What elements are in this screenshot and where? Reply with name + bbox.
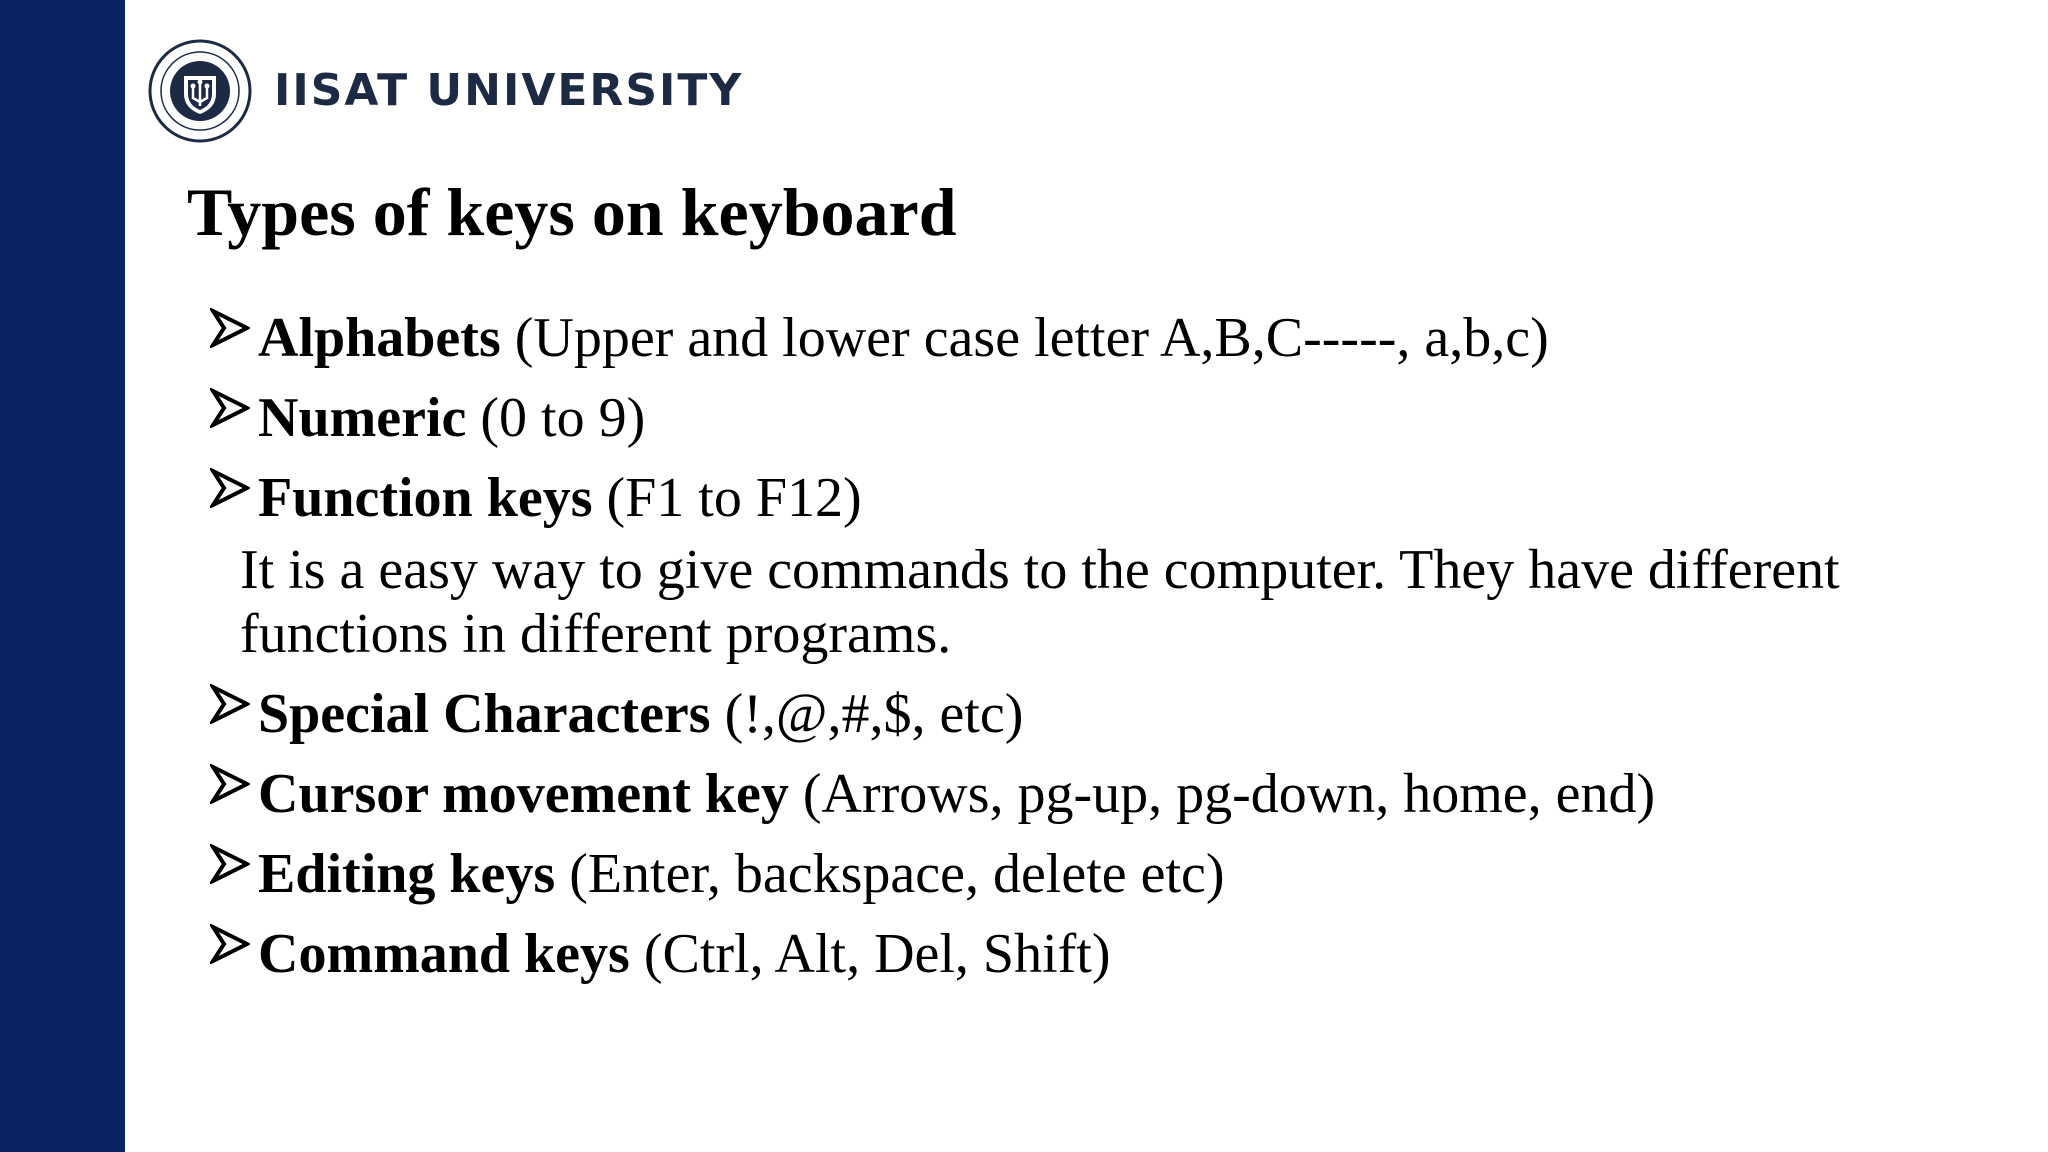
bullet-item-cursor-movement bbox=[210, 754, 2010, 834]
bullet-term: Function keys bbox=[258, 467, 593, 529]
bullet-term: Cursor movement key bbox=[258, 763, 789, 825]
bullet-detail: (0 to 9) bbox=[466, 387, 646, 449]
bullet-term: Alphabets bbox=[258, 307, 501, 369]
bullet-detail: (Ctrl, Alt, Del, Shift) bbox=[629, 923, 1111, 985]
bullet-detail: (Arrows, pg-up, pg-down, home, end) bbox=[788, 763, 1656, 825]
function-keys-description: It is a easy way to give commands to the computer. They have different functions in different programs. bbox=[240, 539, 1840, 665]
side-bar bbox=[0, 0, 125, 1152]
arrow-bullet-icon bbox=[210, 674, 258, 754]
arrow-bullet-icon bbox=[210, 914, 258, 994]
bullet-item-editing-keys bbox=[210, 834, 2010, 914]
bullet-term: Editing keys bbox=[258, 843, 556, 905]
bullet-term: Special Characters bbox=[258, 683, 711, 745]
bullet-term: Numeric bbox=[258, 387, 467, 449]
arrow-bullet-icon bbox=[210, 298, 258, 378]
bullet-item-function-keys bbox=[210, 458, 2010, 666]
bullet-item-special-characters bbox=[210, 674, 2010, 754]
arrow-bullet-icon bbox=[210, 834, 258, 914]
university-logo bbox=[140, 36, 743, 146]
slide-title: Types of keys on keyboard bbox=[187, 174, 957, 250]
bullet-item-numeric bbox=[210, 378, 2010, 458]
university-seal-icon bbox=[140, 36, 270, 146]
bullet-item-command-keys bbox=[210, 914, 2010, 994]
bullet-term: Command keys bbox=[258, 923, 630, 985]
arrow-bullet-icon bbox=[210, 754, 258, 834]
bullet-detail: (!,@,#,$, etc) bbox=[710, 683, 1024, 745]
bullet-detail: (Upper and lower case letter A,B,C-----, a,b,c) bbox=[500, 307, 1549, 369]
bullet-detail: (Enter, backspace, delete etc) bbox=[555, 843, 1225, 905]
university-name: IISAT UNIVERSITY bbox=[274, 65, 744, 116]
bullet-detail: (F1 to F12) bbox=[592, 467, 862, 529]
arrow-bullet-icon bbox=[210, 378, 258, 458]
arrow-bullet-icon bbox=[210, 458, 258, 538]
bullet-item-alphabets bbox=[210, 298, 2010, 378]
bullet-list bbox=[210, 298, 2010, 994]
